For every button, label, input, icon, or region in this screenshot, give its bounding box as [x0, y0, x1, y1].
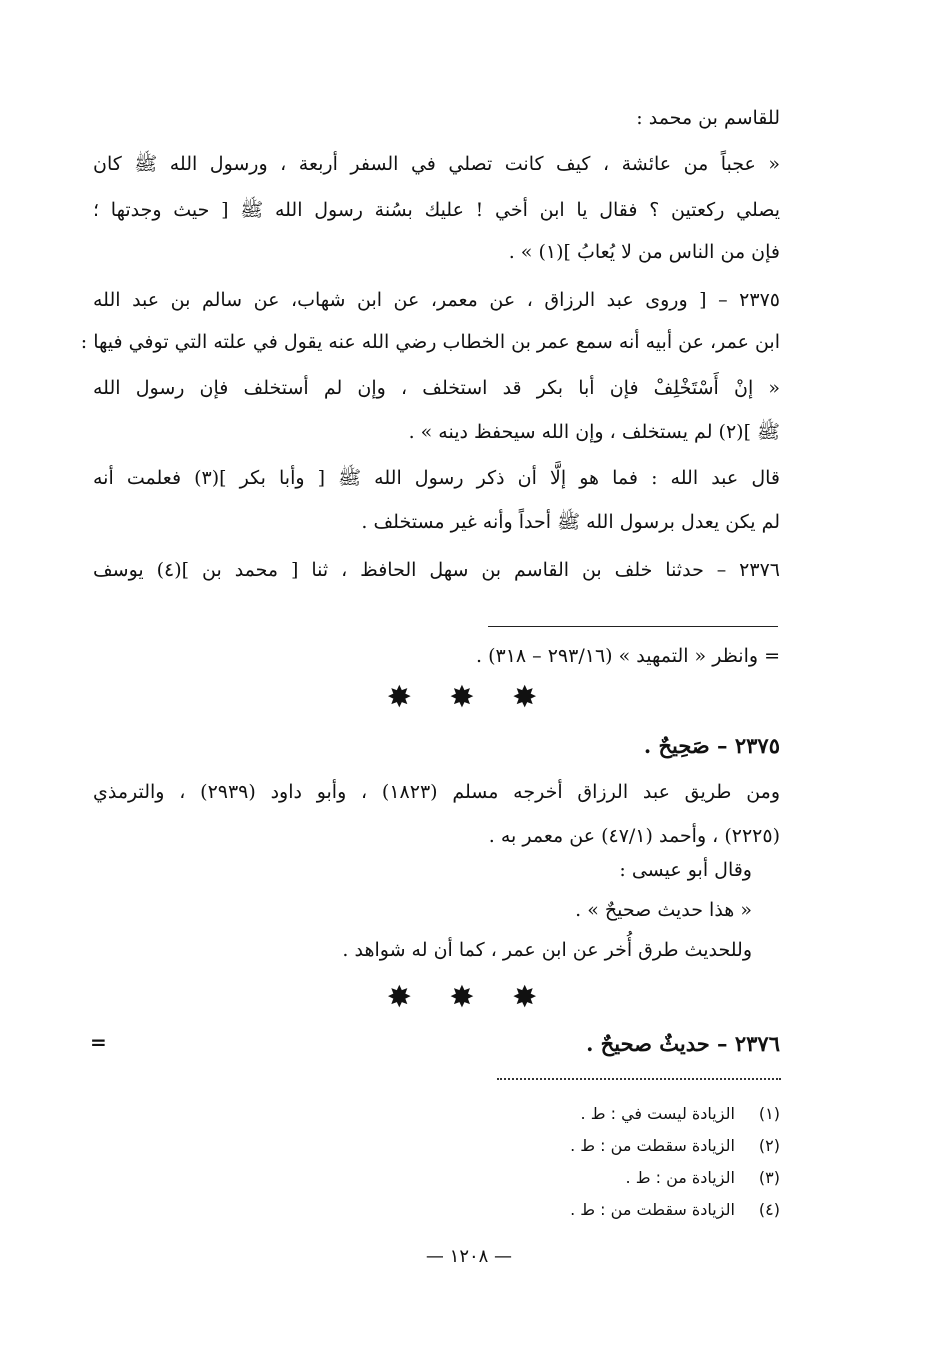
commentary-line: وقال أبو عيسى : [619, 859, 752, 881]
footnote-text: الزيادة من : ط . [625, 1168, 735, 1187]
footnote-text: الزيادة سقطت من : ط . [570, 1136, 735, 1155]
commentary-line: (٢٢٢٥) ، وأحمد (٤٧/١) عن معمر به . [488, 825, 780, 847]
footnote-number: (١) [758, 1104, 780, 1123]
star-divider: ✸ ✸ ✸ [386, 680, 552, 715]
footnote-number: (٢) [758, 1136, 780, 1155]
main-text-line: ابن عمر، عن أبيه أنه سمع عمر بن الخطاب رضي الله عنه يقول في علته التي توفي فيها : [80, 331, 780, 353]
star-divider: ✸ ✸ ✸ [386, 980, 552, 1015]
continuation-mark: = [90, 1030, 107, 1054]
footnote-number: (٣) [758, 1168, 780, 1187]
hadith-2376-line: ٢٣٧٦ – حدثنا خلف بن القاسم بن سهل الحافظ ، ثنا [ محمد بن ](٤) يوسف [93, 559, 780, 581]
main-text-line: لم يكن يعدل برسول الله ﷺ أحداً وأنه غير مستخلف . [361, 511, 780, 533]
footnote-text: الزيادة سقطت من : ط . [570, 1200, 735, 1219]
footnote [570, 1134, 780, 1158]
footnote [570, 1198, 780, 1222]
heading-2376: ٢٣٧٦ – حديثٌ صحيحٌ . [586, 1031, 780, 1056]
commentary-quote: « هذا حديث صحيحٌ » . [575, 899, 752, 921]
main-text-line: فإن من الناس من لا يُعابُ ](١) » . [508, 241, 780, 263]
footnote-number: (٤) [758, 1200, 780, 1219]
main-text-line: يصلي ركعتين ؟ فقال يا ابن أخي ! عليك بسُنة رسول الله ﷺ [ حيث وجدتها ؛ [93, 199, 780, 221]
main-text-line: للقاسم بن محمد : [636, 107, 780, 129]
hadith-2375-line: ٢٣٧٥ – [ وروى عبد الرزاق ، عن معمر، عن ابن شهاب، عن سالم بن عبد الله [93, 289, 780, 311]
commentary-continuation: = وانظر « التمهيد » (٢٩٣/١٦ – ٣١٨) . [476, 645, 780, 667]
main-text-line: « عجباً من عائشة ، كيف كانت تصلي في السفر أربعة ، ورسول الله ﷺ كان [93, 153, 780, 175]
separator-line [488, 626, 778, 627]
footnote [626, 1166, 780, 1190]
heading-2375: ٢٣٧٥ – صَحِيحٌ . [643, 733, 780, 758]
footnote-separator [497, 1072, 781, 1080]
main-text-line: « إنْ أَسْتَخْلِفْ فإن أبا بكر قد استخلف ، وإن لم أستخلف فإن رسول الله [93, 377, 780, 399]
commentary-line: ومن طريق عبد الرزاق أخرجه مسلم (١٨٢٣) ، وأبو داود (٢٩٣٩) ، والترمذي [93, 781, 781, 803]
footnote [581, 1102, 780, 1126]
main-text-line: قال عبد الله : فما هو إلَّا أن ذكر رسول الله ﷺ [ وأبا بكر ](٣) فعلمت أنه [93, 467, 780, 489]
footnote-text: الزيادة ليست في : ط . [580, 1104, 735, 1123]
page-number: — ١٢٠٨ — [425, 1246, 513, 1267]
main-text-line: ﷺ ](٢) لم يستخلف ، وإن الله سيحفظ دينه » . [408, 421, 780, 443]
commentary-line: وللحديث طرق أُخر عن ابن عمر ، كما أن له شواهد . [342, 939, 752, 961]
